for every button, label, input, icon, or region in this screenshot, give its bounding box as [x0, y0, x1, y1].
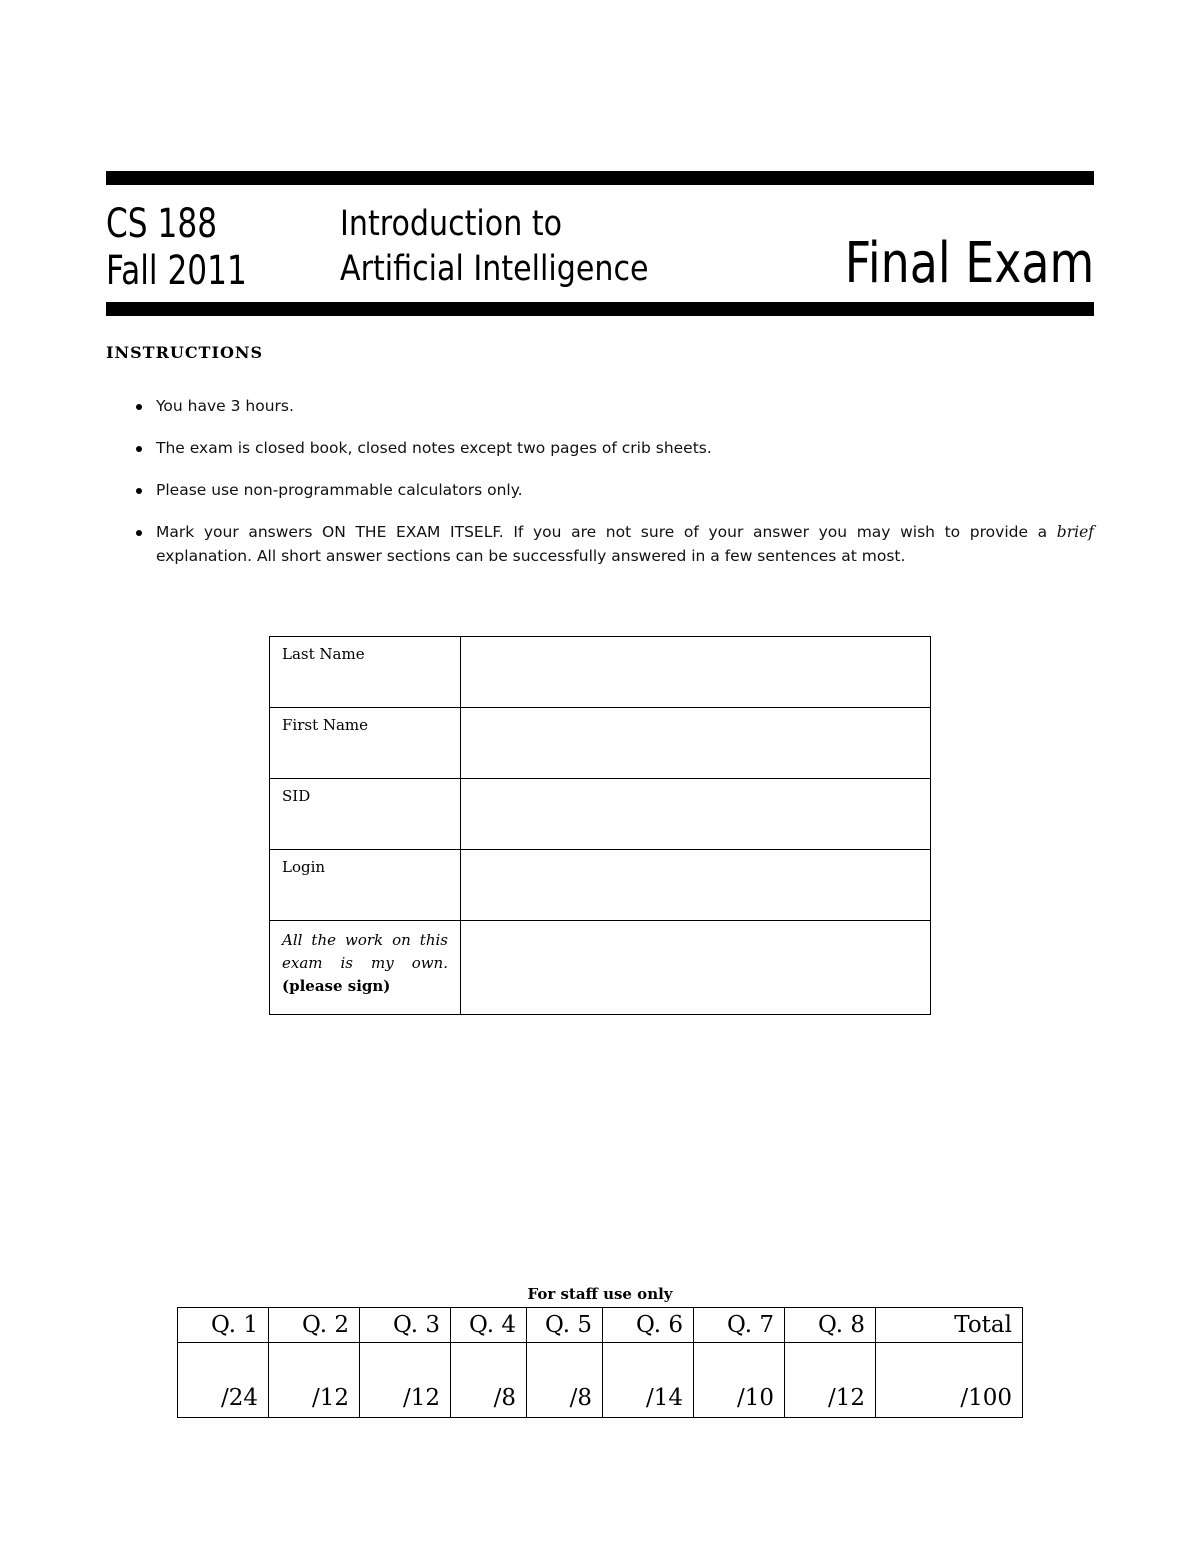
staff-score-table	[177, 1307, 1023, 1418]
instruction-item	[136, 394, 1094, 418]
score-cell: /8	[527, 1343, 603, 1418]
sid-label: SID	[270, 779, 461, 850]
instruction-item	[136, 436, 1094, 460]
instruction-item	[136, 520, 1094, 568]
score-cell: /8	[451, 1343, 527, 1418]
course-title-line1: Introduction to	[340, 204, 563, 244]
signature-statement-line2: exam is my own.	[282, 954, 448, 972]
form-row	[270, 708, 931, 779]
score-column-header: Q. 6	[603, 1308, 694, 1343]
instruction-text: Mark your answers ON THE EXAM ITSELF. If you are not sure of your answer you may wish to provide a	[156, 523, 1048, 541]
form-row	[270, 850, 931, 921]
score-cell: /14	[603, 1343, 694, 1418]
staff-use-caption: For staff use only	[527, 1285, 673, 1303]
form-row	[270, 921, 931, 1015]
score-column-header: Q. 4	[451, 1308, 527, 1343]
score-column-header: Q. 7	[694, 1308, 785, 1343]
bullet-icon	[136, 488, 142, 494]
exam-title: Final Exam	[844, 231, 1094, 296]
first-name-label: First Name	[270, 708, 461, 779]
score-cell: /10	[694, 1343, 785, 1418]
score-column-header: Q. 2	[269, 1308, 360, 1343]
student-id-form	[269, 636, 931, 1015]
header-top-rule	[106, 171, 1094, 185]
score-column-header: Q. 8	[785, 1308, 876, 1343]
score-column-header: Total	[876, 1308, 1023, 1343]
score-points-row	[178, 1343, 1023, 1418]
signature-prompt: (please sign)	[282, 977, 391, 995]
score-cell: /12	[785, 1343, 876, 1418]
score-column-header: Q. 1	[178, 1308, 269, 1343]
instruction-emphasis: brief	[1056, 523, 1094, 541]
signature-field[interactable]	[461, 921, 931, 1015]
bullet-icon	[136, 446, 142, 452]
login-field[interactable]	[461, 850, 931, 921]
instruction-text: The exam is closed book, closed notes except two pages of crib sheets.	[156, 439, 712, 457]
signature-statement-line1: All the work on this	[282, 931, 448, 949]
instructions-heading: INSTRUCTIONS	[106, 343, 264, 362]
bullet-icon	[136, 530, 142, 536]
score-cell: /12	[269, 1343, 360, 1418]
bullet-icon	[136, 404, 142, 410]
instruction-text: explanation. All short answer sections can be successfully answered in a few sentences at most.	[156, 547, 906, 565]
signature-label	[270, 921, 461, 1015]
sid-field[interactable]	[461, 779, 931, 850]
instruction-text: Please use non-programmable calculators only.	[156, 481, 523, 499]
score-cell: /24	[178, 1343, 269, 1418]
course-term: Fall 2011	[106, 248, 247, 294]
score-column-header: Q. 3	[360, 1308, 451, 1343]
last-name-field[interactable]	[461, 637, 931, 708]
instruction-text: You have 3 hours.	[156, 397, 294, 415]
last-name-label: Last Name	[270, 637, 461, 708]
first-name-field[interactable]	[461, 708, 931, 779]
score-cell: /100	[876, 1343, 1023, 1418]
form-row	[270, 779, 931, 850]
login-label: Login	[270, 850, 461, 921]
course-code: CS 188	[106, 201, 218, 247]
score-cell: /12	[360, 1343, 451, 1418]
form-row	[270, 637, 931, 708]
instruction-item	[136, 478, 1094, 502]
instructions-list	[136, 394, 1094, 586]
header-bottom-rule	[106, 302, 1094, 316]
score-header-row	[178, 1308, 1023, 1343]
score-column-header: Q. 5	[527, 1308, 603, 1343]
course-title-line2: Artificial Intelligence	[340, 249, 649, 289]
